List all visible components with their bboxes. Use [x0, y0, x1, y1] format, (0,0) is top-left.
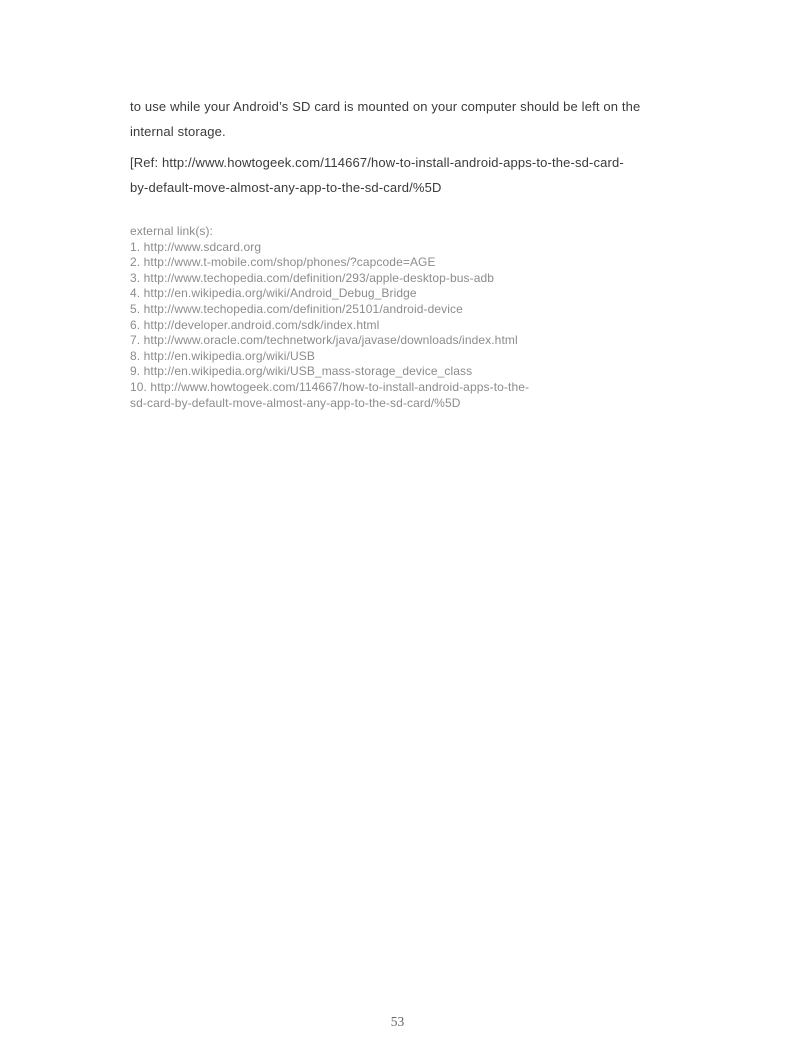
external-links-heading: external link(s): — [130, 224, 214, 238]
body-text-line: internal storage. — [130, 124, 226, 139]
reference-text-line: [Ref: http://www.howtogeek.com/114667/how-to-install-android-apps-to-the-sd-card- — [130, 155, 624, 170]
external-links-section — [130, 224, 675, 411]
external-link-item[interactable]: 2. http://www.t-mobile.com/shop/phones/?capcode=AGE — [130, 255, 436, 270]
external-link-item[interactable]: 9. http://en.wikipedia.org/wiki/USB_mass-storage_device_class — [130, 364, 473, 379]
external-link-item[interactable]: 4. http://en.wikipedia.org/wiki/Android_Debug_Bridge — [130, 286, 417, 301]
body-text-line: to use while your Android’s SD card is mounted on your computer should be left on the — [130, 99, 641, 114]
page-number: 53 — [390, 1014, 405, 1029]
external-link-item[interactable]: 7. http://www.oracle.com/technetwork/java/javase/downloads/index.html — [130, 333, 518, 348]
external-link-item[interactable]: 5. http://www.techopedia.com/definition/25101/android-device — [130, 301, 463, 316]
external-link-item[interactable]: 3. http://www.techopedia.com/definition/293/apple-desktop-bus-adb — [130, 270, 495, 285]
reference-paragraph — [130, 150, 675, 200]
body-paragraph — [130, 94, 675, 144]
external-link-item-continuation[interactable]: sd-card-by-default-move-almost-any-app-to-the-sd-card/%5D — [130, 395, 461, 410]
external-link-item[interactable]: 10. http://www.howtogeek.com/114667/how-to-install-android-apps-to-the- — [130, 379, 530, 394]
external-link-item[interactable]: 8. http://en.wikipedia.org/wiki/USB — [130, 348, 315, 363]
external-link-item[interactable]: 6. http://developer.android.com/sdk/index.html — [130, 317, 380, 332]
page-content — [130, 94, 675, 411]
external-link-item[interactable]: 1. http://www.sdcard.org — [130, 239, 262, 254]
reference-text-line: by-default-move-almost-any-app-to-the-sd-card/%5D — [130, 180, 442, 195]
